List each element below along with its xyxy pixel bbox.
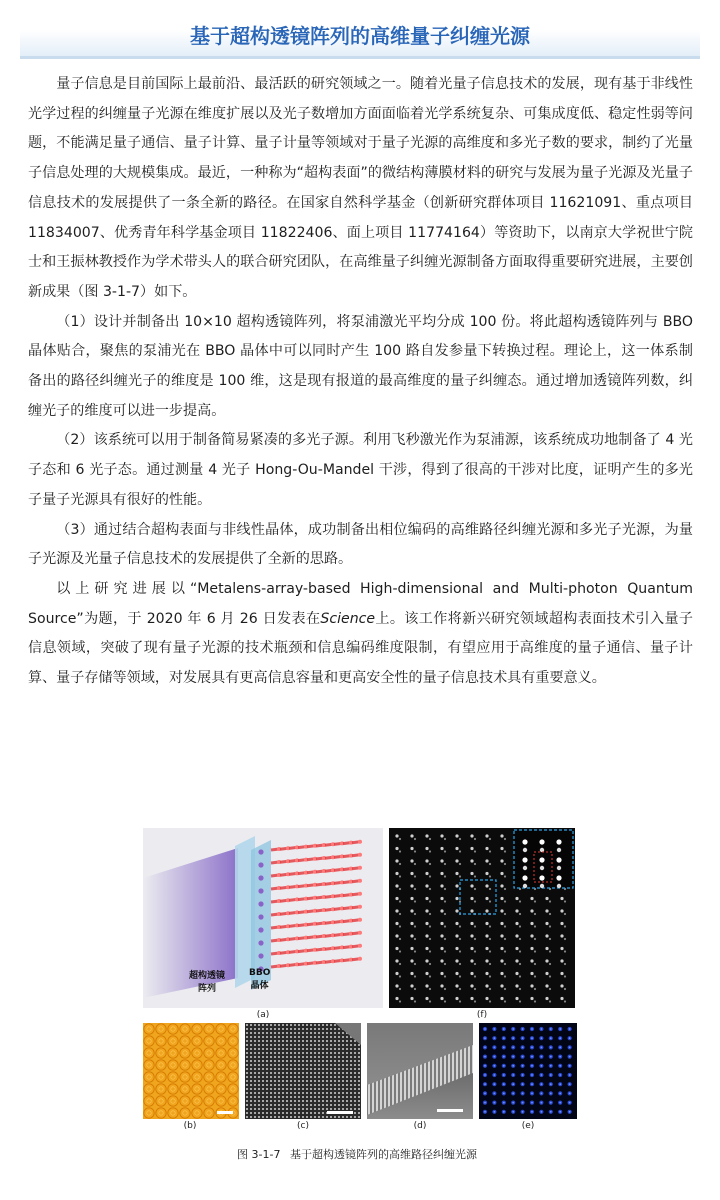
nanopillar-grid-image <box>245 1023 361 1119</box>
paragraph-result-1: （1）设计并制备出 10×10 超构透镜阵列，将泵浦激光平均分成 100 份。将此超构透镜阵列与 BBO 晶体贴合，聚焦的泵浦光在 BBO 晶体中可以同时产生 100 路自发参量下转换过程。理论上，这一体系制备出的路径纠缠光子的维度是 100 维，这是现有报道的最高维度的量子纠缠态。通过增加透镜阵列数，纠缠光子的维度可以进一步提高。 <box>28 313 693 419</box>
figure-number: 图 3-1-7 <box>237 1148 281 1161</box>
figure-panel-a <box>143 828 383 1008</box>
panel-c-label: (c) <box>297 1121 309 1131</box>
publication-text-before: 以上研究进展以“Metalens-array-based High-dimensional and Multi-photon Quantum Source”为题，于 2020 年 6 月 26 日发表在 <box>28 580 693 627</box>
journal-name: Science <box>320 610 376 627</box>
panel-e-label: (e) <box>521 1121 535 1131</box>
blue-spot-array <box>479 1023 577 1119</box>
figure-caption-text: 基于超构透镜阵列的高维路径纠缠光源 <box>289 1148 477 1161</box>
figure-panel-c <box>245 1023 361 1119</box>
tilted-pillar-sem <box>367 1023 473 1119</box>
paragraph-result-2: （2）该系统可以用于制备简易紧凑的多光子源。利用飞秒激光作为泵浦源，该系统成功地制备了 4 光子态和 6 光子态。通过测量 4 光子 Hong-Ou-Mandel 干涉，得到了很高的干涉对比度，证明产生的多光子量子光源具有很好的性能。 <box>28 432 693 508</box>
panel-d-label: (d) <box>413 1121 427 1131</box>
paragraph-result-3: （3）通过结合超构表面与非线性晶体，成功制备出相位编码的高维路径纠缠光源和多光子光源，为量子光源及光量子信息技术的发展提供了全新的思路。 <box>28 521 693 568</box>
paragraph-intro: 量子信息是目前国际上最前沿、最活跃的研究领域之一。随着光量子信息技术的发展，现有基于非线性光学过程的纠缠量子光源在维度扩展以及光子数增加方面面临着光学系统复杂、可集成度低、稳定性弱等问题，不能满足量子通信、量子计算、量子计量等领域对于量子光源的高维度和多光子数的要求，制约了光量子信息处理的大规模集成。最近，一种称为“超构表面”的微结构薄膜材料的研究与发展为量子光源及光量子信息技术的发展提供了一条全新的路径。在国家自然科学基金（创新研究群体项目 11621091、重点项目 11834007、优秀青年科学基金项目 11822406、面上项目 11774164）等资助下，以南京大学祝世宁院士和王振林教授作为学术带头人的联合研究团队，在高维量子纠缠光源制备方面取得重要研究进展，主要创新成果（图 3-1-7）如下。 <box>28 76 693 300</box>
photon-spot-image <box>389 828 575 1008</box>
panel-a-label: (a) <box>256 1010 270 1020</box>
publication-text-after: 上。该工作将新兴研究领域超构表面技术引入量子信息领域，突破了现有量子光源的技术瓶颈和信息编码维度限制，有望应用于高维度的量子通信、量子计算、量子存储等领域，对发展具有更高信息容量和更高安全性的量子信息技术具有重要意义。 <box>28 610 694 687</box>
page-title: 基于超构透镜阵列的高维量子纠缠光源 <box>190 24 530 48</box>
panel-b-label: (b) <box>183 1121 197 1131</box>
paragraph-publication <box>28 575 693 694</box>
title-bar <box>0 12 720 60</box>
metalens-micrograph <box>143 1023 239 1119</box>
figure-panel-e <box>479 1023 577 1119</box>
figure-panel-d <box>367 1023 473 1119</box>
label-bbo-crystal: BBO 晶体 <box>249 968 271 991</box>
figure-panel-f <box>389 828 575 1008</box>
label-metalens-array: 超构透镜 阵列 <box>189 971 226 994</box>
article-body <box>28 70 693 694</box>
figure-caption <box>0 1146 720 1162</box>
figure-panel-b <box>143 1023 239 1119</box>
panel-f-label: (f) <box>476 1010 488 1020</box>
